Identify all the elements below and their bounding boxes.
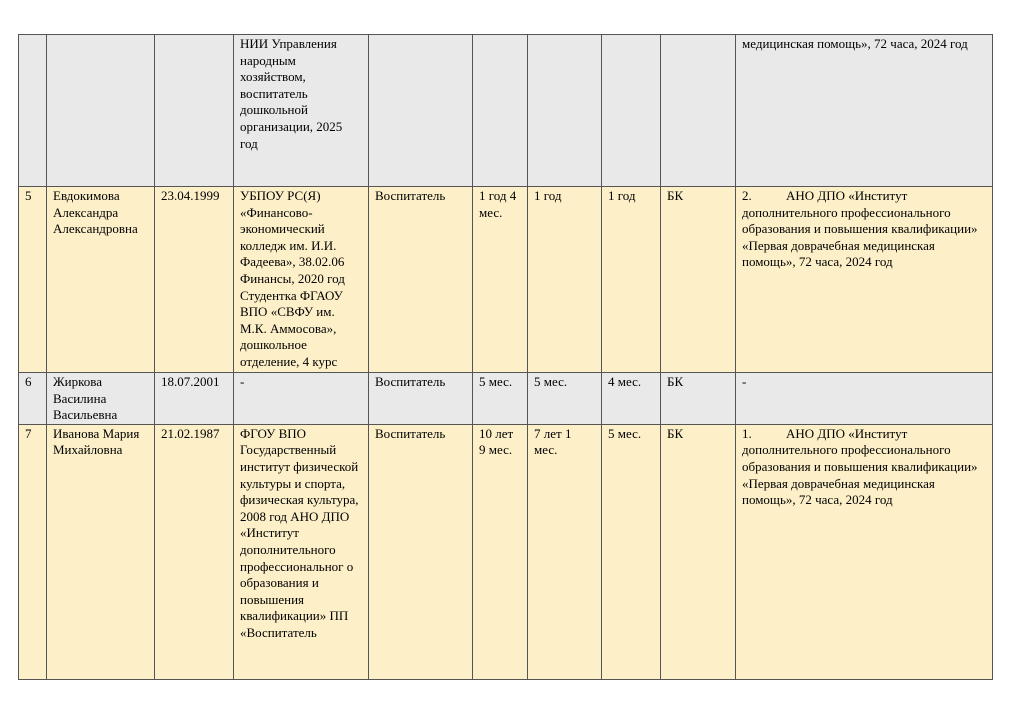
row-number: 7 [19, 424, 47, 679]
employee-name [47, 35, 155, 187]
pedagogical-experience: 5 мес. [528, 373, 602, 425]
employee-name: Жиркова Василина Васильевна [47, 373, 155, 425]
position: Воспитатель [369, 187, 473, 373]
category: БК [661, 424, 736, 679]
category [661, 35, 736, 187]
birth-date: 23.04.1999 [155, 187, 234, 373]
organization-experience: 4 мес. [602, 373, 661, 425]
category: БК [661, 187, 736, 373]
qualification-text: АНО ДПО «Институт дополнительного профессионального образования и повышения квалификации» «Первая доврачебная медицинская помощь», 72 часа, 2024 год [742, 188, 978, 270]
qualification-text: АНО ДПО «Институт дополнительного профессионального образования и повышения квалификации» «Первая доврачебная медицинская помощь», 72 часа, 2024 год [742, 425, 978, 508]
category: БК [661, 373, 736, 425]
education: ФГОУ ВПО Государственный институт физической культуры и спорта, физическая культура, 2008 год АНО ДПО «Институт дополнительного профессиональног о образования и повышения квалификации» ПП «Воспитатель [234, 424, 369, 679]
row-number [19, 35, 47, 187]
position: Воспитатель [369, 373, 473, 425]
total-experience: 1 год 4 мес. [473, 187, 528, 373]
qualification-cell [736, 35, 993, 187]
qualification-cell [736, 373, 993, 425]
qualification-text: - [742, 374, 747, 389]
birth-date: 18.07.2001 [155, 373, 234, 425]
total-experience: 10 лет 9 мес. [473, 424, 528, 679]
organization-experience: 5 мес. [602, 424, 661, 679]
pedagogical-experience [528, 35, 602, 187]
organization-experience: 1 год [602, 187, 661, 373]
education: УБПОУ РС(Я) «Финансово-экономический колледж им. И.И. Фадеева», 38.02.06 Финансы, 2020 год Студентка ФГАОУ ВПО «СВФУ им. М.К. Аммосова», дошкольное отделение, 4 курс [234, 187, 369, 373]
pedagogical-experience: 1 год [528, 187, 602, 373]
birth-date: 21.02.1987 [155, 424, 234, 679]
table-row [19, 187, 993, 373]
birth-date [155, 35, 234, 187]
total-experience [473, 35, 528, 187]
qualification-cell [736, 424, 993, 679]
education: - [234, 373, 369, 425]
staff-table [18, 34, 993, 680]
pedagogical-experience: 7 лет 1 мес. [528, 424, 602, 679]
table-row [19, 424, 993, 679]
employee-name: Евдокимова Александра Александровна [47, 187, 155, 373]
table-row [19, 35, 993, 187]
qualification-text: медицинская помощь», 72 часа, 2024 год [742, 36, 968, 51]
organization-experience [602, 35, 661, 187]
employee-name: Иванова Мария Михайловна [47, 424, 155, 679]
position [369, 35, 473, 187]
row-number: 6 [19, 373, 47, 425]
qualification-number: 2. [742, 188, 752, 203]
education: НИИ Управления народным хозяйством, воспитатель дошкольной организации, 2025 год [234, 35, 369, 187]
qualification-cell [736, 187, 993, 373]
table-row [19, 373, 993, 425]
position: Воспитатель [369, 424, 473, 679]
row-number: 5 [19, 187, 47, 373]
qualification-number: 1. [742, 425, 752, 441]
total-experience: 5 мес. [473, 373, 528, 425]
